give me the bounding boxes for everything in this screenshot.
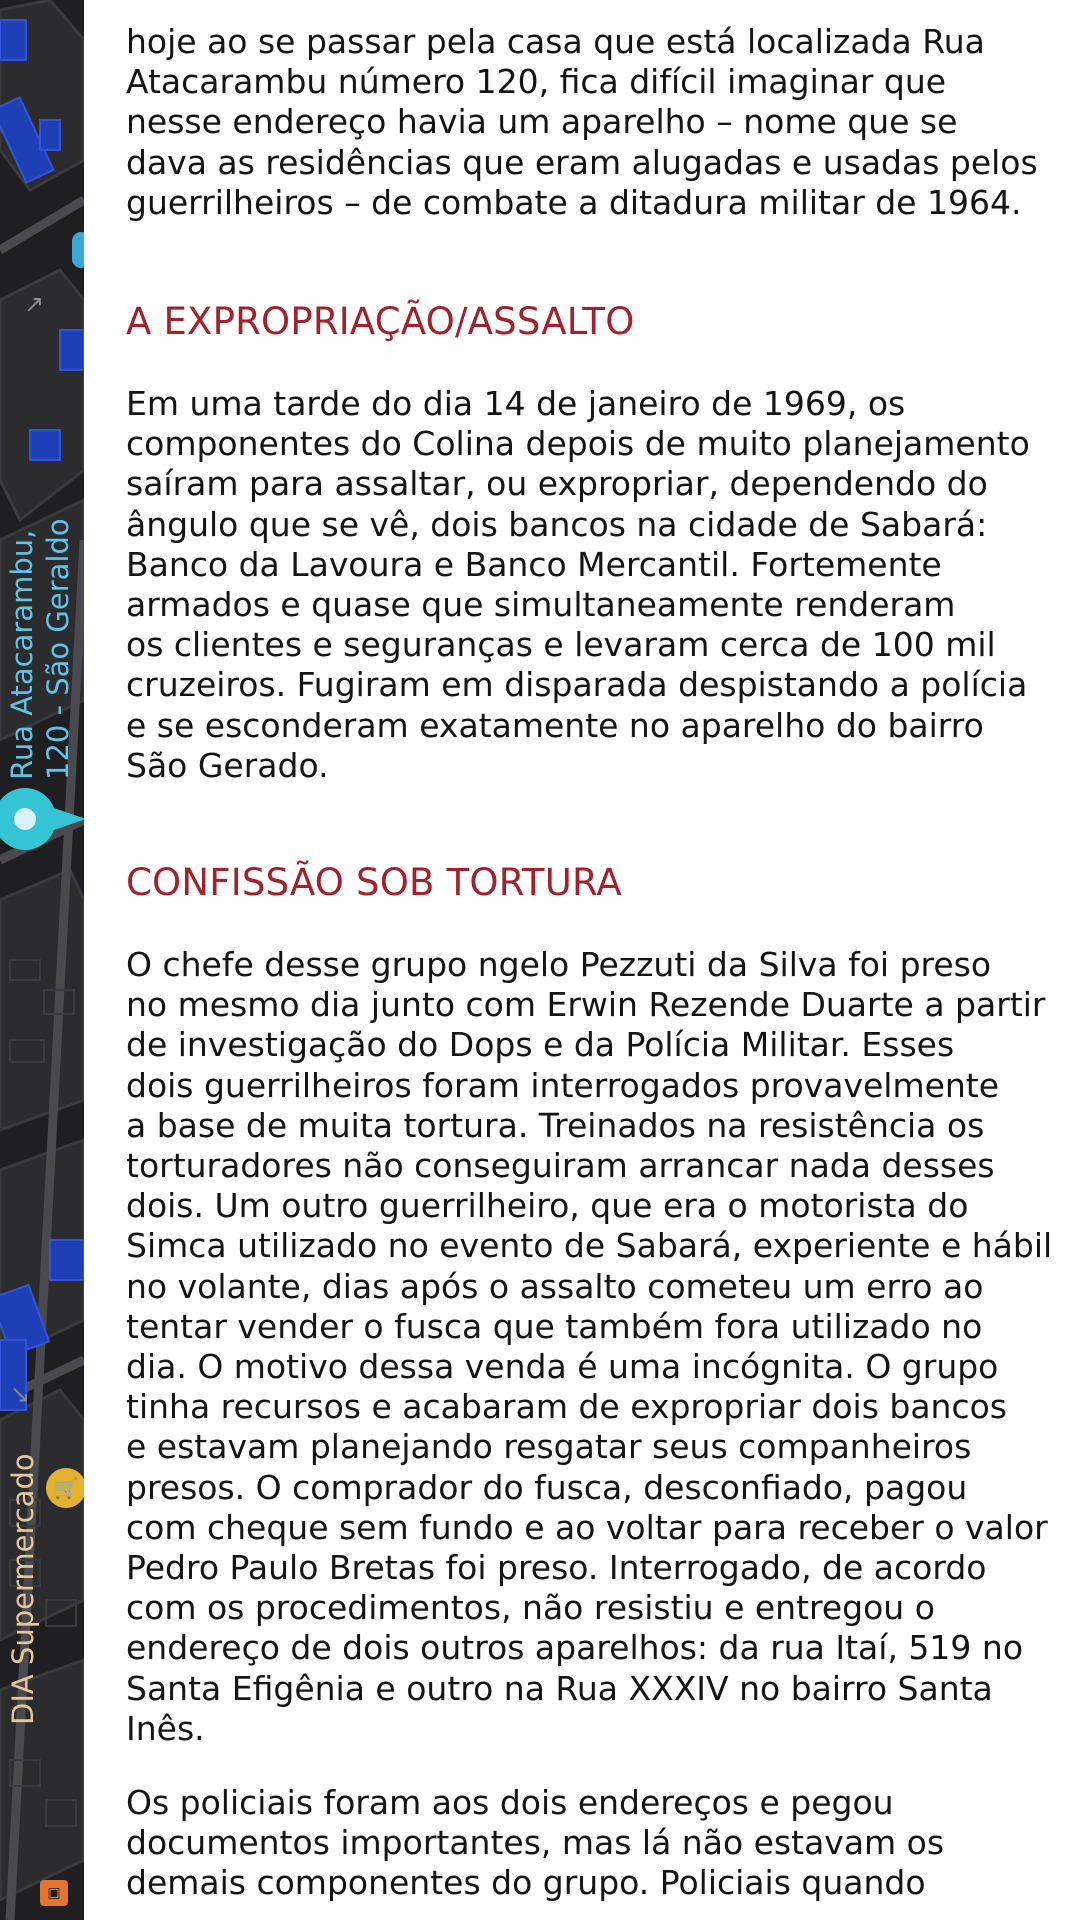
shopping-cart-icon[interactable]: 🛒 — [46, 1468, 84, 1508]
map-poi-marker-icon[interactable]: ▣ — [40, 1880, 68, 1906]
article-paragraph: O chefe desse grupo ngelo Pezzuti da Silva foi preso no mesmo dia junto com Erwin Rezende Duarte a partir de investigação do Dops e da Polícia Militar. Esses dois guerrilheiros foram interrogados provavelmente a base de muita tortura. Treinados na resistência os torturadores não conseguiram arrancar nada desses dois. Um outro guerrilheiro, que era o motorista do Simca utilizado no evento de Sabará, experiente e hábil no volante, dias após o assalto cometeu um erro ao tentar vender o fusca que também fora utilizado no dia. O motivo dessa venda é uma incógnita. O grupo tinha recursos e acabaram de expropriar dois bancos e estavam planejando resgatar seus companheiros presos. O comprador do fusca, desconfiado, pagou com cheque sem fundo e ao voltar para receber o valor Pedro Paulo Bretas foi preso. Interrogado, de acordo com os procedimentos, não resistiu e entregou o endereço de dois outros aparelhos: da rua Itaí, 519 no Santa Efigênia e outro na Rua XXXIV no bairro Santa Inês. — [126, 945, 1053, 1748]
direction-arrow-icon: ↘ — [10, 1380, 31, 1408]
street-label-line1: Rua Atacarambu, — [5, 529, 39, 780]
article-paragraph: Os policiais foram aos dois endereços e pegou documentos importantes, mas lá não estavam os demais componentes do grupo. Policiais quando — [126, 1783, 945, 1903]
section-heading: CONFISSÃO SOB TORTURA — [126, 861, 622, 904]
map-street-label[interactable] — [4, 480, 76, 780]
street-label-line2: 120 - São Geraldo — [41, 518, 75, 780]
location-pin-tip — [48, 806, 84, 832]
direction-arrow-icon: ↗ — [24, 290, 45, 318]
article-paragraph: hoje ao se passar pela casa que está localizada Rua Atacarambu número 120, fica difícil imaginar que nesse endereço havia um aparelho – nome que se dava as residências que eram alugadas e usadas pelos guerrilheiros – de combate a ditadura militar de 1964. — [126, 22, 1038, 222]
map-marker-icon[interactable] — [72, 232, 84, 268]
article-paragraph: Em uma tarde do dia 14 de janeiro de 1969, os componentes do Colina depois de muito planejamento saíram para assaltar, ou expropriar, dependendo do ângulo que se vê, dois bancos na cidade de Sabará: Banco da Lavoura e Banco Mercantil. Fortemente armados e quase que simultaneamente renderam os clientes e seguranças e levaram cerca de 100 mil cruzeiros. Fugiram em disparada despistando a polícia e se esconderam exatamente no aparelho do bairro São Gerado. — [126, 384, 1030, 785]
section-heading: A EXPROPRIAÇÃO/ASSALTO — [126, 300, 635, 343]
map-poi-label[interactable]: DIA Supermercado — [6, 1453, 40, 1725]
map-strip[interactable] — [0, 0, 84, 1920]
